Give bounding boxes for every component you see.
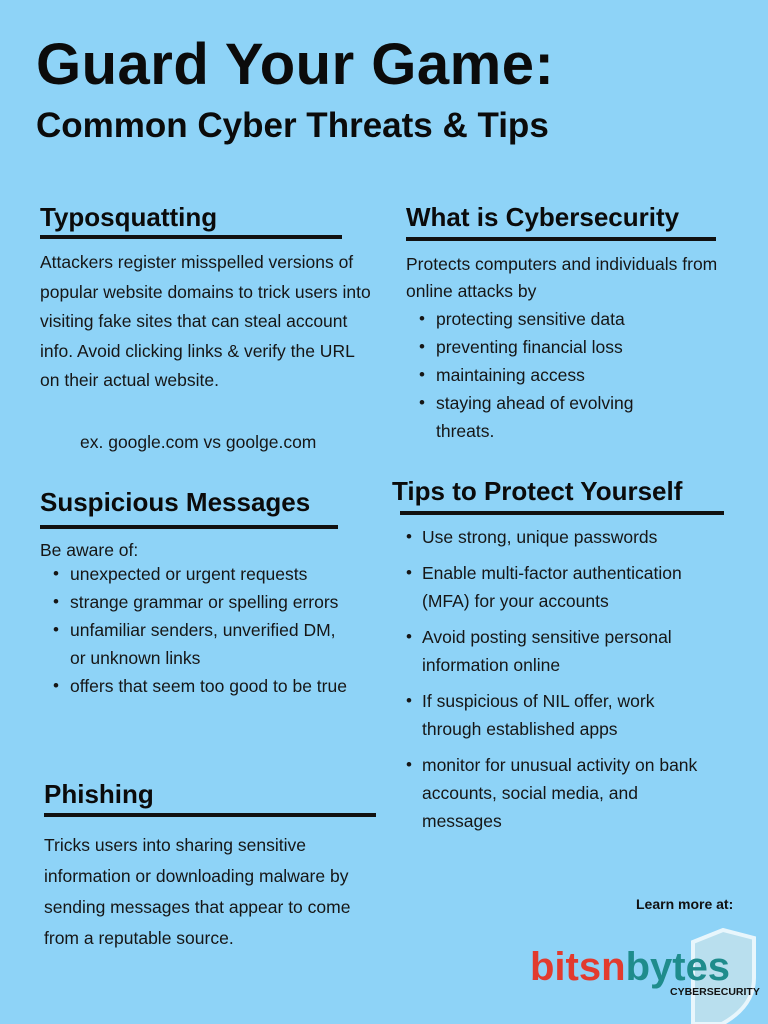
tips-rule: [400, 511, 724, 515]
page-subtitle: Common Cyber Threats & Tips: [36, 106, 549, 145]
tips-list: [406, 523, 716, 843]
logo-subtitle: CYBERSECURITY: [670, 986, 760, 998]
page-title: Guard Your Game:: [36, 32, 555, 97]
typosquatting-rule: [40, 235, 342, 239]
list-item: • unexpected or urgent requests: [40, 560, 350, 588]
list-item: • staying ahead of evolving threats.: [406, 389, 696, 445]
typosquatting-example: ex. google.com vs goolge.com: [80, 432, 317, 452]
list-item: • unfamiliar senders, unverified DM, or unknown links: [40, 616, 350, 672]
bitsnbytes-logo[interactable]: [528, 928, 768, 1024]
svg-text:bitsnbytes: [530, 945, 730, 989]
learn-more-label: Learn more at:: [636, 896, 734, 912]
suspicious-list: [40, 560, 350, 700]
phishing-rule: [44, 813, 376, 817]
list-item: • monitor for unusual activity on bank accounts, social media, and messages: [406, 751, 716, 835]
list-item: • preventing financial loss: [406, 333, 696, 361]
cybersecurity-intro: Protects computers and individuals from online attacks by: [406, 254, 718, 301]
list-item: • If suspicious of NIL offer, work through established apps: [406, 687, 716, 743]
suspicious-rule: [40, 525, 338, 529]
tips-heading: Tips to Protect Yourself: [392, 476, 683, 506]
typosquatting-heading: Typosquatting: [40, 202, 218, 232]
list-item: • maintaining access: [406, 361, 696, 389]
list-item: • Enable multi-factor authentication (MFA) for your accounts: [406, 559, 716, 615]
suspicious-heading: Suspicious Messages: [40, 487, 311, 517]
logo-bits: bits: [530, 945, 602, 989]
list-item: • offers that seem too good to be true: [40, 672, 350, 700]
phishing-heading: Phishing: [44, 779, 154, 809]
typosquatting-body: Attackers register misspelled versions of popular website domains to trick users into visiting fake sites that can steal account info. Avoid clicking links & verify the URL on their actual website.: [40, 252, 371, 390]
cybersecurity-rule: [406, 237, 716, 241]
phishing-body: Tricks users into sharing sensitive information or downloading malware by sending messages that appear to come from a reputable source.: [44, 835, 351, 948]
logo-bytes: bytes: [625, 945, 731, 989]
suspicious-intro: Be aware of:: [40, 540, 139, 560]
cybersecurity-list: [406, 305, 696, 445]
list-item: • Avoid posting sensitive personal information online: [406, 623, 716, 679]
list-item: • protecting sensitive data: [406, 305, 696, 333]
list-item: • strange grammar or spelling errors: [40, 588, 350, 616]
logo-n: n: [601, 945, 626, 989]
cybersecurity-heading: What is Cybersecurity: [406, 202, 680, 232]
list-item: • Use strong, unique passwords: [406, 523, 716, 551]
